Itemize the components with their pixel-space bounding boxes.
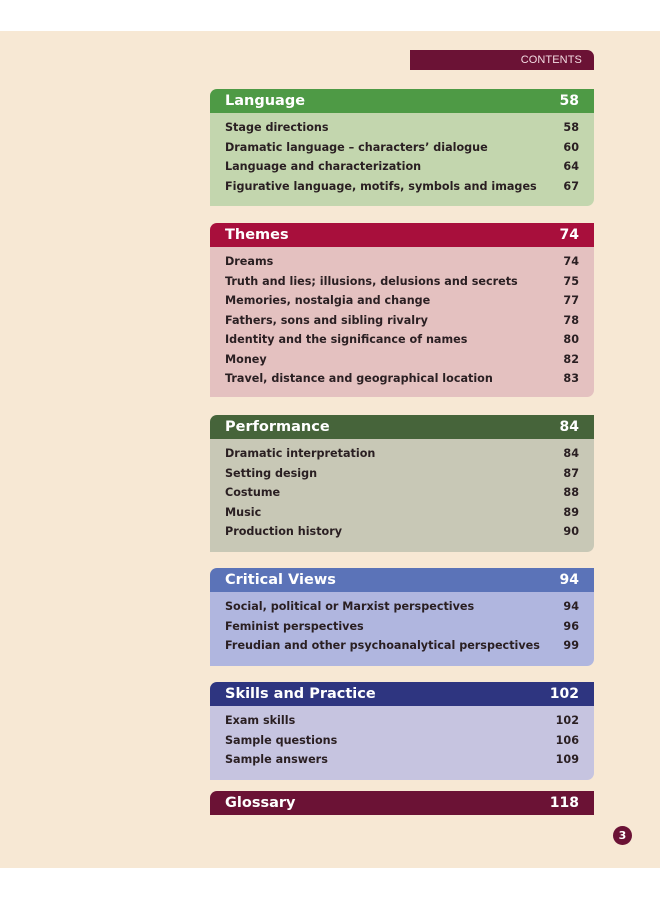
section-body-skills-and-practice (210, 706, 594, 780)
page-number-badge: 3 (613, 826, 632, 845)
entry-label: Identity and the significance of names (225, 333, 468, 347)
toc-entry[interactable] (225, 617, 579, 637)
entry-page: 82 (563, 352, 579, 366)
entry-label: Truth and lies; illusions, delusions and secrets (225, 274, 518, 288)
toc-entry[interactable] (225, 369, 579, 389)
toc-entry[interactable] (225, 118, 579, 138)
entry-label: Fathers, sons and sibling rivalry (225, 313, 428, 327)
section-skills-and-practice (210, 682, 594, 780)
toc-entry[interactable] (225, 157, 579, 177)
entry-label: Money (225, 352, 267, 366)
entry-page: 80 (563, 333, 579, 347)
entry-page: 67 (563, 179, 579, 193)
toc-entry[interactable] (225, 444, 579, 464)
entry-page: 75 (563, 274, 579, 288)
entry-page: 109 (555, 753, 579, 767)
toc-entry[interactable] (225, 464, 579, 484)
section-body-performance (210, 439, 594, 552)
section-performance (210, 415, 594, 552)
toc-entry[interactable] (225, 311, 579, 331)
entry-label: Travel, distance and geographical location (225, 372, 493, 386)
entry-page: 88 (563, 486, 579, 500)
section-page: 58 (559, 93, 579, 109)
toc-entry[interactable] (225, 252, 579, 272)
entry-label: Music (225, 505, 262, 519)
section-header-themes[interactable] (210, 223, 594, 247)
toc-entry[interactable] (225, 522, 579, 542)
entry-label: Setting design (225, 466, 318, 480)
toc-entry[interactable] (225, 291, 579, 311)
toc-entry[interactable] (225, 597, 579, 617)
section-title: Performance (225, 419, 330, 435)
entry-label: Memories, nostalgia and change (225, 294, 431, 308)
section-title: Critical Views (225, 572, 336, 588)
toc-entry[interactable] (225, 350, 579, 370)
entry-label: Stage directions (225, 121, 329, 135)
entry-page: 89 (563, 505, 579, 519)
entry-label: Dreams (225, 255, 274, 269)
toc-entry[interactable] (225, 503, 579, 523)
entry-page: 58 (563, 121, 579, 135)
toc-entry[interactable] (225, 138, 579, 158)
entry-label: Language and characterization (225, 160, 422, 174)
entry-page: 94 (563, 600, 579, 614)
entry-label: Dramatic interpretation (225, 447, 376, 461)
toc-entry[interactable] (225, 272, 579, 292)
entry-label: Freudian and other psychoanalytical perspectives (225, 639, 540, 653)
entry-page: 60 (563, 140, 579, 154)
entry-page: 87 (563, 466, 579, 480)
section-title: Skills and Practice (225, 686, 376, 702)
section-title: Glossary (225, 795, 296, 811)
section-title: Themes (225, 227, 289, 243)
section-glossary (210, 791, 594, 815)
toc-entry[interactable] (225, 750, 579, 770)
toc-entry[interactable] (225, 731, 579, 751)
section-page: 84 (559, 419, 579, 435)
entry-page: 84 (563, 447, 579, 461)
entry-page: 74 (563, 255, 579, 269)
entry-label: Costume (225, 486, 281, 500)
toc-entry[interactable] (225, 483, 579, 503)
toc-entry[interactable] (225, 177, 579, 197)
section-themes (210, 223, 594, 397)
entry-page: 102 (555, 714, 579, 728)
entry-label: Social, political or Marxist perspectives (225, 600, 475, 614)
section-body-critical-views (210, 592, 594, 666)
entry-page: 99 (563, 639, 579, 653)
entry-page: 96 (563, 619, 579, 633)
entry-label: Sample questions (225, 733, 338, 747)
entry-page: 106 (555, 733, 579, 747)
entry-page: 78 (563, 313, 579, 327)
entry-label: Dramatic language – characters’ dialogue (225, 140, 488, 154)
section-body-themes (210, 247, 594, 397)
section-language (210, 89, 594, 206)
entry-label: Figurative language, motifs, symbols and images (225, 179, 537, 193)
section-page: 102 (549, 686, 579, 702)
section-header-performance[interactable] (210, 415, 594, 439)
entry-label: Feminist perspectives (225, 619, 364, 633)
toc-entry[interactable] (225, 711, 579, 731)
section-page: 74 (559, 227, 579, 243)
toc-entry[interactable] (225, 636, 579, 656)
entry-page: 83 (563, 372, 579, 386)
entry-page: 90 (563, 525, 579, 539)
section-page: 94 (559, 572, 579, 588)
contents-tab: CONTENTS (410, 50, 594, 70)
section-header-skills-and-practice[interactable] (210, 682, 594, 706)
section-header-critical-views[interactable] (210, 568, 594, 592)
section-header-language[interactable] (210, 89, 594, 113)
section-header-glossary[interactable] (210, 791, 594, 815)
entry-label: Production history (225, 525, 343, 539)
entry-label: Exam skills (225, 714, 296, 728)
entry-page: 64 (563, 160, 579, 174)
section-title: Language (225, 93, 306, 109)
section-body-language (210, 113, 594, 206)
entry-label: Sample answers (225, 753, 328, 767)
section-page: 118 (549, 795, 579, 811)
entry-page: 77 (563, 294, 579, 308)
toc-entry[interactable] (225, 330, 579, 350)
section-critical-views (210, 568, 594, 666)
